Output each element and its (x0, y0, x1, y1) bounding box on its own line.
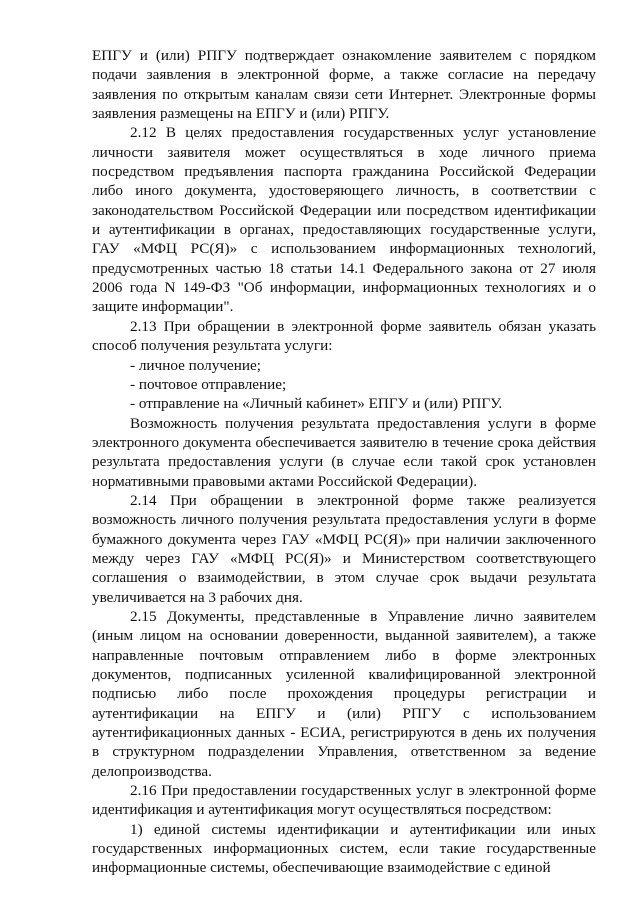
paragraph-2-12-identity: 2.12 В целях предоставления государственных услуг установление личности заявителя может осуществляться в ходе личного приема посредством предъявления паспорта гражданина Российской Федерации либо иного документа, удостоверяющего личность, в соответствии с законодательством Российской Федерации или посредством идентификации и аутентификации в органах, предоставляющих государственные услуги, ГАУ «МФЦ РС(Я)» с использованием информационных технологий, предусмотренных частью 18 статьи 14.1 Федерального закона от 27 июля 2006 года N 149-ФЗ "Об информации, информационных технологиях и о защите информации". (92, 124, 596, 316)
list-item-personal-cabinet: - отправление на «Личный кабинет» ЕПГУ и (или) РПГУ. (130, 395, 503, 413)
paragraph-2-13-result-method: 2.13 При обращении в электронной форме заявитель обязан указать способ получения результата услуги: (92, 317, 596, 355)
list-item-postal: - почтовое отправление; (130, 375, 287, 393)
paragraph-2-15-registration: 2.15 Документы, представленные в Управление лично заявителем (иным лицом на основании доверенности, выданной заявителем), а также направленные почтовым отправлением либо в форме электронных документов, подписанных усиленной квалифицированной электронной подписью либо после прохождения процедуры регистрации и аутентификации на ЕПГУ и (или) РПГУ с использованием аутентификационных данных - ЕСИА, регистрируются в день их получения в структурном подразделении Управления, ответственном за ведение делопроизводства. (92, 607, 596, 780)
paragraph-epgu-consent: ЕПГУ и (или) РПГУ подтверждает ознакомление заявителем с порядком подачи заявления в электронной форме, а также согласие на передачу заявления по открытым каналам связи сети Интернет. Электронные формы заявления размещены на ЕПГУ и (или) РПГУ. (92, 47, 596, 123)
paragraph-2-14-paper-result: 2.14 При обращении в электронной форме также реализуется возможность личного получения результата предоставления услуги в форме бумажного документа через ГАУ «МФЦ РС(Я)» при наличии заключенного между через ГАУ «МФЦ РС(Я)» и Министерством соответствующего соглашения о взаимодействии, в этом случае срок выдачи результата увеличивается на 3 рабочих дня. (92, 491, 596, 606)
paragraph-electronic-result: Возможность получения результата предоставления услуги в форме электронного документа обеспечивается заявителю в течение срока действия результата предоставления услуги (в случае если такой срок установлен нормативными правовыми актами Российской Федерации). (92, 414, 596, 490)
paragraph-esia-systems: 1) единой системы идентификации и аутентификации или иных государственных информационных систем, если такие государственные информационные системы, обеспечивающие взаимодействие с единой (92, 820, 596, 877)
document-page (92, 46, 596, 878)
paragraph-2-16-authentication: 2.16 При предоставлении государственных услуг в электронной форме идентификация и аутентификация могут осуществляться посредством: (92, 782, 596, 819)
list-item-personal-receipt: - личное получение; (130, 356, 261, 374)
